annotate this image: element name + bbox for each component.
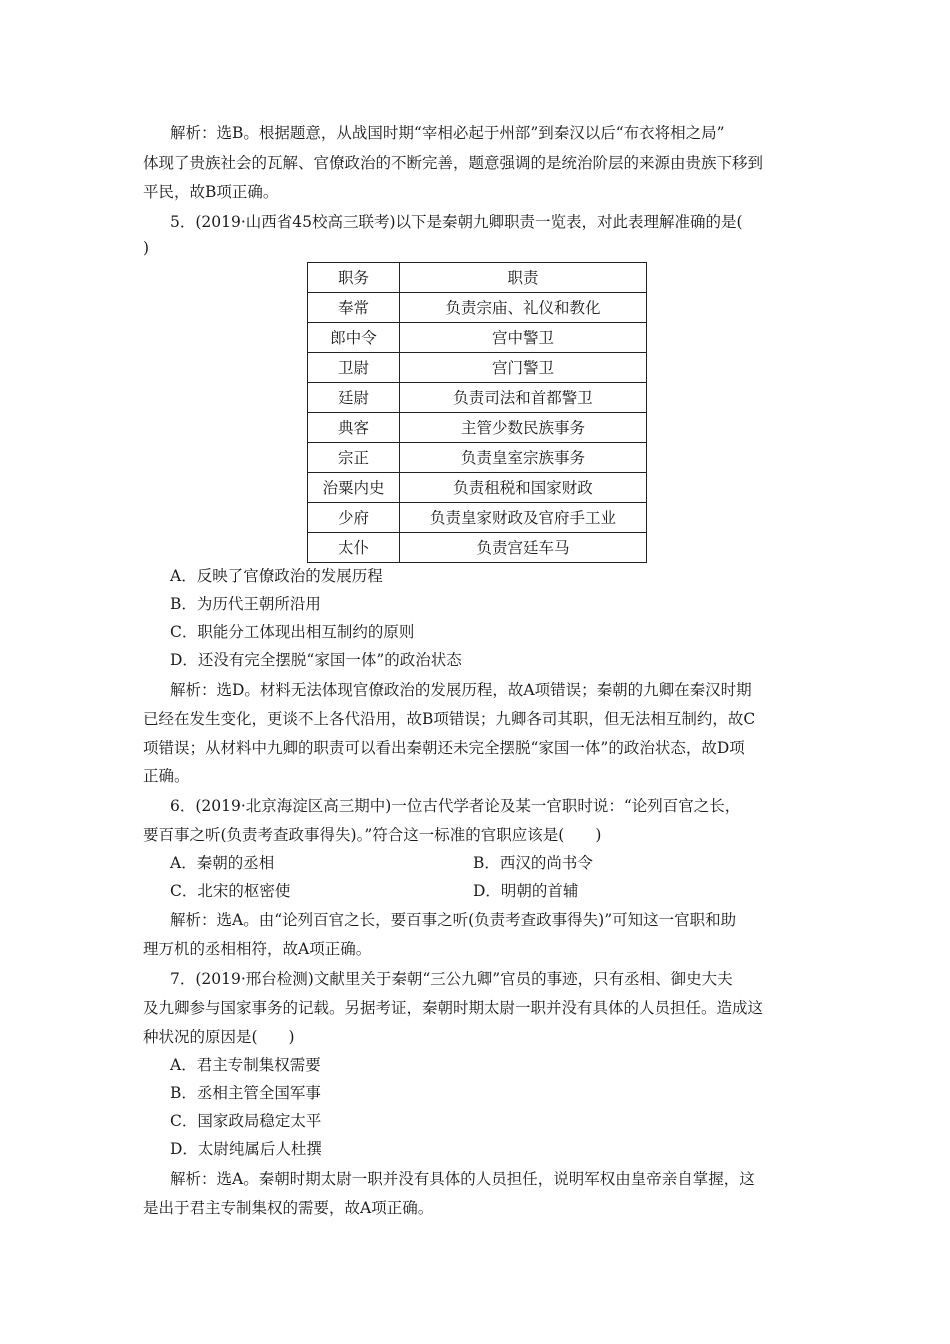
table-cell-office: 典客: [308, 413, 400, 443]
table-cell-duty: 负责宗庙、礼仪和教化: [400, 293, 647, 323]
table-cell-office: 郎中令: [308, 323, 400, 353]
q5-stem-line-1: 5．(2019·山西省45校高三联考)以下是秦朝九卿职责一览表，对此表理解准确的是(: [170, 213, 743, 231]
table-cell-office: 廷尉: [308, 383, 400, 413]
q6-stem-line-1: 6．(2019·北京海淀区高三期中)一位古代学者论及某一官职时说：“论列百官之长，: [170, 797, 741, 815]
q6-option-b: B．西汉的尚书令: [473, 854, 593, 872]
table-header-row: [308, 263, 647, 293]
table-row: [308, 323, 647, 353]
table-cell-duty: 负责皇室宗族事务: [400, 443, 647, 473]
q7-stem-line-1: 7．(2019·邢台检测)文献里关于秦朝“三公九卿”官员的事迹，只有丞相、御史大夫: [170, 970, 733, 988]
table-cell-office: 奉常: [308, 293, 400, 323]
table-cell-duty: 宫中警卫: [400, 323, 647, 353]
table-row: [308, 383, 647, 413]
nine-ministers-table: [307, 262, 647, 563]
table-row: [308, 293, 647, 323]
q4-analysis-line-1: 解析：选B。根据题意，从战国时期“宰相必起于州部”到秦汉以后“布衣将相之局”: [170, 124, 725, 142]
table-cell-office: 宗正: [308, 443, 400, 473]
table-header-duty: 职责: [400, 263, 647, 293]
table-cell-duty: 负责皇家财政及官府手工业: [400, 503, 647, 533]
q5-stem-line-2: ): [143, 239, 150, 257]
q7-analysis-line-1: 解析：选A。秦朝时期太尉一职并没有具体的人员担任，说明军权由皇帝亲自掌握，这: [170, 1170, 755, 1188]
q5-analysis-line-3: 项错误；从材料中九卿的职责可以看出秦朝还未完全摆脱“家国一体”的政治状态，故D项: [143, 739, 745, 757]
q6-analysis-line-2: 理万机的丞相相符，故A项正确。: [143, 940, 372, 958]
table-cell-office: 治粟内史: [308, 473, 400, 503]
table-row: [308, 443, 647, 473]
table-cell-duty: 负责司法和首都警卫: [400, 383, 647, 413]
q6-option-a: A．秦朝的丞相: [170, 854, 275, 872]
table-cell-office: 少府: [308, 503, 400, 533]
q5-analysis-line-2: 已经在发生变化，更谈不上各代沿用，故B项错误；九卿各司其职，但无法相互制约，故C: [143, 710, 756, 728]
q5-option-d: D．还没有完全摆脱“家国一体”的政治状态: [170, 651, 462, 669]
q5-analysis-line-1: 解析：选D。材料无法体现官僚政治的发展历程，故A项错误；秦朝的九卿在秦汉时期: [170, 681, 752, 699]
table-cell-duty: 主管少数民族事务: [400, 413, 647, 443]
q7-option-a: A．君主专制集权需要: [170, 1056, 321, 1074]
table-cell-duty: 宫门警卫: [400, 353, 647, 383]
table-row: [308, 473, 647, 503]
table-row: [308, 353, 647, 383]
table-row: [308, 503, 647, 533]
q7-analysis-line-2: 是出于君主专制集权的需要，故A项正确。: [143, 1199, 434, 1217]
table-cell-office: 卫尉: [308, 353, 400, 383]
q7-option-b: B．丞相主管全国军事: [170, 1084, 321, 1102]
table-header-office: 职务: [308, 263, 400, 293]
q6-option-c: C．北宋的枢密使: [170, 882, 291, 900]
q6-stem-line-2: 要百事之听(负责考查政事得失)。”符合这一标准的官职应该是( ): [143, 826, 602, 844]
table-row: [308, 533, 647, 563]
q7-stem-line-2: 及九卿参与国家事务的记载。另据考证，秦朝时期太尉一职并没有具体的人员担任。造成这: [143, 999, 764, 1017]
q7-option-c: C．国家政局稳定太平: [170, 1112, 322, 1130]
table-cell-office: 太仆: [308, 533, 400, 563]
q5-option-c: C．职能分工体现出相互制约的原则: [170, 623, 415, 641]
q6-analysis-line-1: 解析：选A。由“论列百官之长，要百事之听(负责考查政事得失)”可知这一官职和助: [170, 911, 737, 929]
q5-analysis-line-4: 正确。: [143, 767, 190, 785]
q6-option-d: D．明朝的首辅: [473, 882, 579, 900]
q4-analysis-line-3: 平民，故B项正确。: [143, 183, 279, 201]
table-row: [308, 413, 647, 443]
q7-stem-line-3: 种状况的原因是( ): [143, 1028, 295, 1046]
q7-option-d: D．太尉纯属后人杜撰: [170, 1140, 322, 1158]
q5-option-b: B．为历代王朝所沿用: [170, 595, 321, 613]
table-cell-duty: 负责宫廷车马: [400, 533, 647, 563]
table-cell-duty: 负责租税和国家财政: [400, 473, 647, 503]
q4-analysis-line-2: 体现了贵族社会的瓦解、官僚政治的不断完善，题意强调的是统治阶层的来源由贵族下移到: [143, 154, 764, 172]
q5-option-a: A．反映了官僚政治的发展历程: [170, 567, 383, 585]
